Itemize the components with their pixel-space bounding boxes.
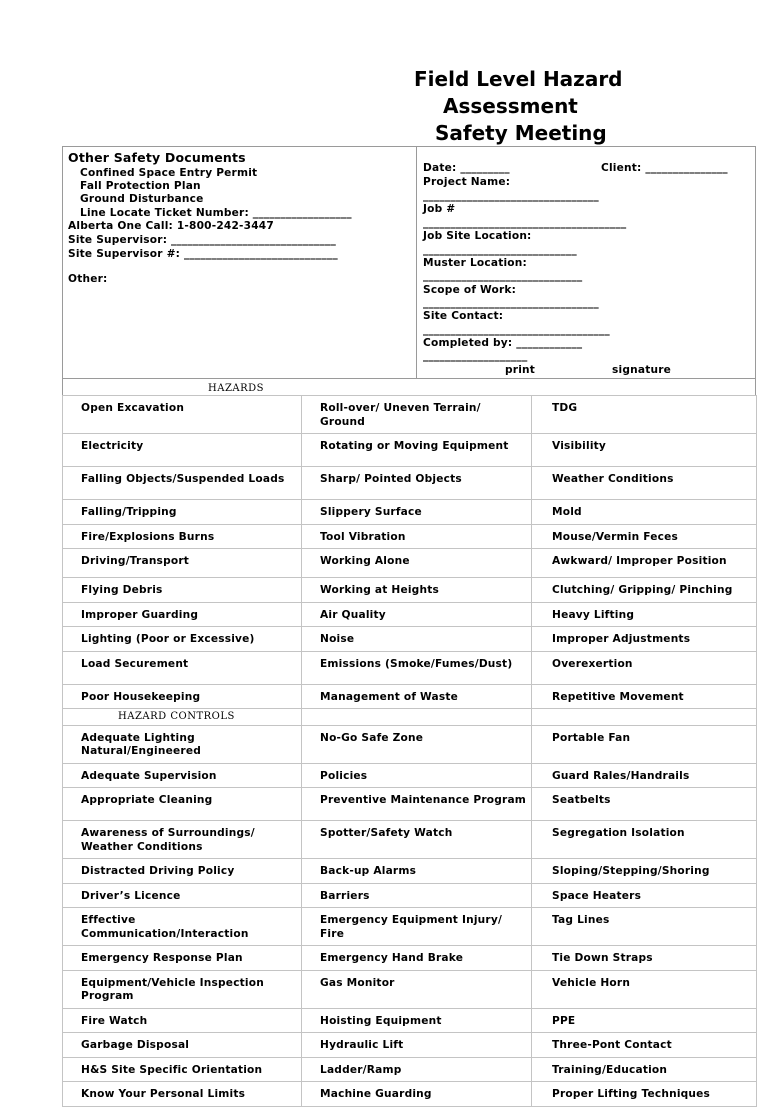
table-row bbox=[63, 763, 757, 788]
hazard-checkbox[interactable]: Improper Adjustments bbox=[532, 627, 757, 652]
hazard-checkbox[interactable]: Clutching/ Gripping/ Pinching bbox=[532, 578, 757, 603]
control-checkbox[interactable]: Awareness of Surroundings/ Weather Conditions bbox=[63, 821, 302, 859]
control-checkbox[interactable]: Policies bbox=[302, 763, 532, 788]
control-checkbox[interactable]: Know Your Personal Limits bbox=[63, 1082, 302, 1107]
job-site-location-line[interactable]: ____________________________ bbox=[423, 244, 577, 256]
control-checkbox[interactable]: Adequate Lighting Natural/Engineered bbox=[63, 725, 302, 763]
control-checkbox[interactable]: Tag Lines bbox=[532, 908, 757, 946]
control-checkbox[interactable]: Distracted Driving Policy bbox=[63, 859, 302, 884]
hazard-table bbox=[62, 395, 757, 1107]
project-name-line[interactable]: ________________________________ bbox=[423, 190, 599, 202]
control-checkbox[interactable]: Training/Education bbox=[532, 1057, 757, 1082]
control-checkbox[interactable]: Preventive Maintenance Program bbox=[302, 788, 532, 821]
info-box-hazards-rule bbox=[62, 378, 756, 379]
hazard-checkbox[interactable]: Roll-over/ Uneven Terrain/ Ground bbox=[302, 396, 532, 434]
control-checkbox[interactable]: Gas Monitor bbox=[302, 970, 532, 1008]
title-line-3: Safety Meeting bbox=[435, 121, 607, 145]
control-checkbox[interactable]: Machine Guarding bbox=[302, 1082, 532, 1107]
hazard-checkbox[interactable]: Heavy Lifting bbox=[532, 602, 757, 627]
control-checkbox[interactable]: Garbage Disposal bbox=[63, 1033, 302, 1058]
doc-line-locate[interactable]: Line Locate Ticket Number: __________________ bbox=[80, 207, 352, 219]
hazard-checkbox[interactable]: Management of Waste bbox=[302, 684, 532, 709]
control-checkbox[interactable]: Equipment/Vehicle Inspection Program bbox=[63, 970, 302, 1008]
doc-fall-protection: Fall Protection Plan bbox=[80, 180, 201, 192]
control-checkbox[interactable]: Segregation Isolation bbox=[532, 821, 757, 859]
hazard-checkbox[interactable]: Poor Housekeeping bbox=[63, 684, 302, 709]
table-row bbox=[63, 859, 757, 884]
hazard-checkbox[interactable]: Mouse/Vermin Feces bbox=[532, 524, 757, 549]
hazard-checkbox[interactable]: Working Alone bbox=[302, 549, 532, 578]
control-checkbox[interactable]: Effective Communication/Interaction bbox=[63, 908, 302, 946]
table-row bbox=[63, 821, 757, 859]
control-checkbox[interactable]: Appropriate Cleaning bbox=[63, 788, 302, 821]
control-checkbox[interactable]: Proper Lifting Techniques bbox=[532, 1082, 757, 1107]
table-row bbox=[63, 883, 757, 908]
info-box-divider bbox=[416, 146, 417, 378]
table-row bbox=[63, 684, 757, 709]
control-checkbox[interactable]: PPE bbox=[532, 1008, 757, 1033]
table-row bbox=[63, 467, 757, 500]
job-site-location-label: Job Site Location: bbox=[423, 230, 532, 242]
document-title bbox=[414, 66, 714, 147]
control-checkbox[interactable]: Space Heaters bbox=[532, 883, 757, 908]
site-contact-label: Site Contact: bbox=[423, 310, 504, 322]
control-checkbox[interactable]: No-Go Safe Zone bbox=[302, 725, 532, 763]
control-checkbox[interactable]: Sloping/Stepping/Shoring bbox=[532, 859, 757, 884]
muster-location-line[interactable]: _____________________________ bbox=[423, 270, 583, 282]
hazard-checkbox[interactable]: Rotating or Moving Equipment bbox=[302, 434, 532, 467]
table-row bbox=[63, 709, 757, 726]
doc-ground-disturbance: Ground Disturbance bbox=[80, 193, 204, 205]
hazard-checkbox[interactable]: Visibility bbox=[532, 434, 757, 467]
print-label: print bbox=[505, 364, 536, 376]
control-checkbox[interactable]: Hoisting Equipment bbox=[302, 1008, 532, 1033]
hazard-checkbox[interactable]: Sharp/ Pointed Objects bbox=[302, 467, 532, 500]
table-row bbox=[63, 725, 757, 763]
title-line-1: Field Level Hazard bbox=[414, 67, 623, 91]
control-checkbox[interactable]: Seatbelts bbox=[532, 788, 757, 821]
control-checkbox[interactable]: Ladder/Ramp bbox=[302, 1057, 532, 1082]
hazard-checkbox[interactable]: Mold bbox=[532, 500, 757, 525]
control-checkbox[interactable]: Three-Pont Contact bbox=[532, 1033, 757, 1058]
alberta-one-call: Alberta One Call: 1-800-242-3447 bbox=[68, 220, 274, 232]
table-row bbox=[63, 578, 757, 603]
job-number-label: Job # bbox=[423, 203, 456, 215]
table-row bbox=[63, 788, 757, 821]
hazard-controls-section-label: HAZARD CONTROLS bbox=[63, 709, 302, 726]
hazard-checkbox[interactable]: Improper Guarding bbox=[63, 602, 302, 627]
control-checkbox[interactable]: Driver’s Licence bbox=[63, 883, 302, 908]
hazard-checkbox[interactable]: Fire/Explosions Burns bbox=[63, 524, 302, 549]
control-checkbox[interactable]: Vehicle Horn bbox=[532, 970, 757, 1008]
completed-by-line[interactable]: ___________________ bbox=[423, 350, 528, 362]
hazard-checkbox[interactable]: Weather Conditions bbox=[532, 467, 757, 500]
table-row bbox=[63, 434, 757, 467]
hazard-checkbox[interactable]: Emissions (Smoke/Fumes/Dust) bbox=[302, 651, 532, 684]
control-checkbox[interactable]: Hydraulic Lift bbox=[302, 1033, 532, 1058]
job-number-line[interactable]: _____________________________________ bbox=[423, 217, 627, 229]
hazard-checkbox[interactable]: Falling/Tripping bbox=[63, 500, 302, 525]
hazard-checkbox[interactable]: Tool Vibration bbox=[302, 524, 532, 549]
control-checkbox[interactable]: Fire Watch bbox=[63, 1008, 302, 1033]
table-row bbox=[63, 602, 757, 627]
hazard-checkbox[interactable]: Open Excavation bbox=[63, 396, 302, 434]
control-checkbox[interactable]: H&S Site Specific Orientation bbox=[63, 1057, 302, 1082]
hazard-checkbox[interactable]: Awkward/ Improper Position bbox=[532, 549, 757, 578]
control-checkbox[interactable]: Emergency Equipment Injury/ Fire bbox=[302, 908, 532, 946]
hazard-checkbox[interactable]: Load Securement bbox=[63, 651, 302, 684]
project-name-label: Project Name: bbox=[423, 176, 511, 188]
table-row bbox=[63, 970, 757, 1008]
table-cell-empty bbox=[302, 709, 532, 726]
hazard-checkbox[interactable]: Air Quality bbox=[302, 602, 532, 627]
hazard-checkbox[interactable]: Repetitive Movement bbox=[532, 684, 757, 709]
completed-by-field[interactable]: Completed by: ____________ bbox=[423, 337, 583, 349]
control-checkbox[interactable]: Back-up Alarms bbox=[302, 859, 532, 884]
hazard-checkbox[interactable]: Driving/Transport bbox=[63, 549, 302, 578]
hazard-checkbox[interactable]: Electricity bbox=[63, 434, 302, 467]
client-field[interactable]: Client: _______________ bbox=[601, 162, 728, 174]
hazard-checkbox[interactable]: Overexertion bbox=[532, 651, 757, 684]
control-checkbox[interactable]: Guard Rales/Handrails bbox=[532, 763, 757, 788]
table-row bbox=[63, 549, 757, 578]
hazard-checkbox[interactable]: Flying Debris bbox=[63, 578, 302, 603]
site-supervisor-number-field[interactable]: Site Supervisor #: ____________________________ bbox=[68, 248, 338, 260]
hazard-checkbox[interactable]: Falling Objects/Suspended Loads bbox=[63, 467, 302, 500]
hazards-section-label: HAZARDS bbox=[208, 383, 265, 394]
table-row bbox=[63, 627, 757, 652]
table-row bbox=[63, 500, 757, 525]
table-row bbox=[63, 524, 757, 549]
table-row bbox=[63, 651, 757, 684]
hazard-checkbox[interactable]: TDG bbox=[532, 396, 757, 434]
control-checkbox[interactable]: Spotter/Safety Watch bbox=[302, 821, 532, 859]
title-line-2: Assessment bbox=[443, 94, 578, 118]
control-checkbox[interactable]: Adequate Supervision bbox=[63, 763, 302, 788]
table-row bbox=[63, 1057, 757, 1082]
signature-label: signature bbox=[612, 364, 672, 376]
table-row bbox=[63, 1082, 757, 1107]
control-checkbox[interactable]: Emergency Response Plan bbox=[63, 946, 302, 971]
table-row bbox=[63, 1033, 757, 1058]
scope-of-work-label: Scope of Work: bbox=[423, 284, 517, 296]
hazard-checkbox[interactable]: Lighting (Poor or Excessive) bbox=[63, 627, 302, 652]
control-checkbox[interactable]: Barriers bbox=[302, 883, 532, 908]
other-field[interactable]: Other: bbox=[68, 273, 108, 285]
hazard-checkbox[interactable]: Noise bbox=[302, 627, 532, 652]
hazard-checkbox[interactable]: Slippery Surface bbox=[302, 500, 532, 525]
other-safety-documents-heading: Other Safety Documents bbox=[68, 150, 246, 165]
table-row bbox=[63, 1008, 757, 1033]
hazard-checkbox[interactable]: Working at Heights bbox=[302, 578, 532, 603]
site-supervisor-field[interactable]: Site Supervisor: ______________________________ bbox=[68, 234, 336, 246]
control-checkbox[interactable]: Tie Down Straps bbox=[532, 946, 757, 971]
doc-confined-space: Confined Space Entry Permit bbox=[80, 167, 258, 179]
date-field[interactable]: Date: _________ bbox=[423, 162, 510, 174]
table-row bbox=[63, 396, 757, 434]
muster-location-label: Muster Location: bbox=[423, 257, 527, 269]
table-row bbox=[63, 946, 757, 971]
control-checkbox[interactable]: Emergency Hand Brake bbox=[302, 946, 532, 971]
control-checkbox[interactable]: Portable Fan bbox=[532, 725, 757, 763]
table-row bbox=[63, 908, 757, 946]
site-contact-line[interactable]: __________________________________ bbox=[423, 324, 610, 336]
scope-of-work-line[interactable]: ________________________________ bbox=[423, 297, 599, 309]
table-cell-empty bbox=[532, 709, 757, 726]
